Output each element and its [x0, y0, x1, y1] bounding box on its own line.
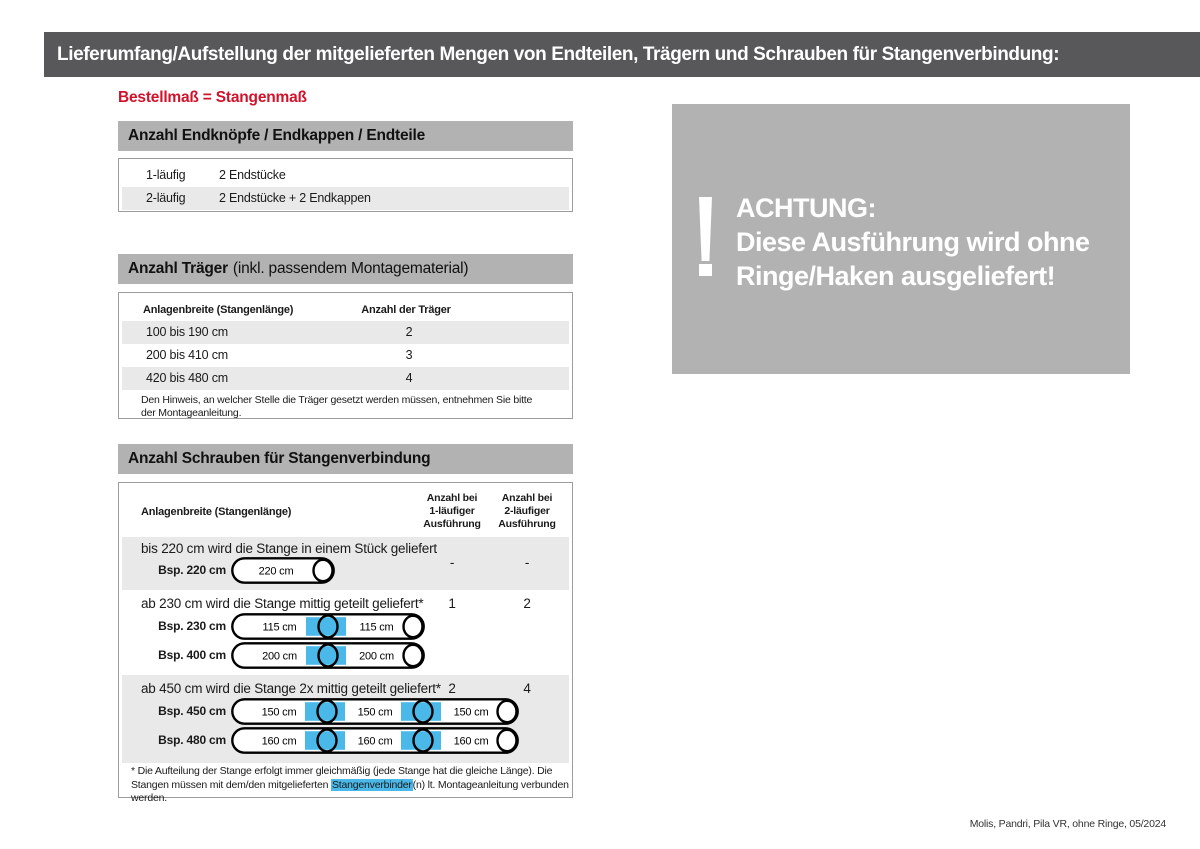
traeger-col-anzahl: Anzahl der Träger [361, 304, 451, 316]
svg-text:150 cm: 150 cm [261, 706, 297, 719]
traeger-col-breite: Anlagenbreite (Stangenlänge) [143, 304, 294, 316]
schrauben-col-1laeufig: Anzahl bei 1-läufiger Ausführung [423, 492, 481, 530]
schrauben-row-230-v1: 1 [448, 596, 456, 611]
bsp-400-label: Bsp. 400 cm [158, 648, 226, 662]
endteile-row2-value: 2 Endstücke + 2 Endkappen [219, 191, 371, 205]
schrauben-col-2laeufig: Anzahl bei 2-läufiger Ausführung [498, 492, 556, 530]
svg-text:220 cm: 220 cm [258, 565, 294, 578]
svg-text:150 cm: 150 cm [357, 706, 393, 719]
schrauben-row-230-desc: ab 230 cm wird die Stange mittig geteilt geliefert* [141, 596, 424, 611]
exclamation-icon [699, 197, 712, 261]
endteile-row2-label: 2-läufig [146, 191, 186, 205]
schrauben-row-220-v2: - [524, 555, 530, 570]
table-row [122, 367, 569, 390]
rod-diagram-230 [231, 613, 425, 645]
rod-diagram-400 [231, 642, 425, 674]
stangenverbinder-highlight: Stangenverbinder [331, 778, 412, 791]
bsp-480-label: Bsp. 480 cm [158, 733, 226, 747]
svg-text:115 cm: 115 cm [262, 621, 297, 634]
schrauben-row-220-v1: - [449, 555, 455, 570]
traeger-note: Den Hinweis, an welcher Stelle die Träger gesetzt werden müssen, entnehmen Sie bitte der Montageanleitung. [141, 394, 533, 419]
section-header-endteile [118, 121, 573, 151]
svg-text:160 cm: 160 cm [357, 735, 393, 748]
schrauben-footnote: * Die Aufteilung der Stange erfolgt immer gleichmäßig (jede Stange hat die gleiche Länge). Die Stangen müssen mit dem/den mitgelieferten Stangenverbinder(n) lt. Montageanleitung verbunden werden. [131, 765, 569, 804]
section-header-schrauben-label: Anzahl Schrauben für Stangenverbindung [128, 450, 431, 467]
page-title: Lieferumfang/Aufstellung der mitgelieferten Mengen von Endteilen, Trägern und Schrauben für Stangenverbindung: [57, 43, 1060, 65]
schrauben-row-450-desc: ab 450 cm wird die Stange 2x mittig geteilt geliefert* [141, 681, 441, 696]
schrauben-row-450-v2: 4 [523, 681, 531, 696]
bsp-450-label: Bsp. 450 cm [158, 704, 226, 718]
traeger-row3-range: 420 bis 480 cm [146, 371, 228, 385]
achtung-text: ACHTUNG: Diese Ausführung wird ohne Ringe/Haken ausgeliefert! [736, 193, 1090, 291]
traeger-row1-count: 2 [405, 325, 413, 339]
table-row [122, 187, 569, 210]
achtung-notice-box [672, 104, 1130, 374]
svg-text:200 cm: 200 cm [359, 650, 394, 663]
rod-diagram-480 [231, 727, 519, 759]
section-header-endteile-label: Anzahl Endknöpfe / Endkappen / Endteile [128, 127, 426, 144]
exclamation-icon-dot [699, 264, 712, 276]
svg-text:200 cm: 200 cm [262, 650, 297, 663]
svg-text:160 cm: 160 cm [453, 735, 489, 748]
table-row [122, 321, 569, 344]
table-traeger [118, 292, 573, 419]
bsp-230-label: Bsp. 230 cm [158, 619, 226, 633]
section-header-traeger [118, 254, 573, 284]
rod-diagram-220 [231, 557, 335, 589]
schrauben-row-220-desc: bis 220 cm wird die Stange in einem Stück geliefert [141, 541, 437, 556]
traeger-row2-count: 3 [405, 348, 413, 362]
svg-text:150 cm: 150 cm [453, 706, 489, 719]
section-header-traeger-note: (inkl. passendem Montagematerial) [232, 260, 469, 277]
rod-diagram-450 [231, 698, 519, 730]
schrauben-row-230-v2: 2 [523, 596, 531, 611]
traeger-row1-range: 100 bis 190 cm [146, 325, 228, 339]
schrauben-col-breite: Anlagenbreite (Stangenlänge) [141, 506, 292, 518]
table-row [122, 164, 569, 187]
table-schrauben [118, 482, 573, 804]
section-header-schrauben [118, 444, 573, 474]
bsp-220-label: Bsp. 220 cm [158, 563, 226, 577]
page-title-bar [44, 32, 1200, 77]
traeger-row3-count: 4 [405, 371, 413, 385]
schrauben-row-450-v1: 2 [448, 681, 456, 696]
endteile-row1-label: 1-läufig [146, 168, 186, 182]
table-endteile [118, 158, 573, 212]
svg-text:160 cm: 160 cm [261, 735, 297, 748]
section-header-traeger-bold: Anzahl Träger [128, 260, 228, 277]
traeger-row2-range: 200 bis 410 cm [146, 348, 228, 362]
footer-product-info: Molis, Pandri, Pila VR, ohne Ringe, 05/2024 [969, 818, 1166, 830]
table-row [122, 344, 569, 367]
endteile-row1-value: 2 Endstücke [219, 168, 286, 182]
svg-text:115 cm: 115 cm [359, 621, 394, 634]
subtitle-bestellmass: Bestellmaß = Stangenmaß [118, 89, 307, 106]
